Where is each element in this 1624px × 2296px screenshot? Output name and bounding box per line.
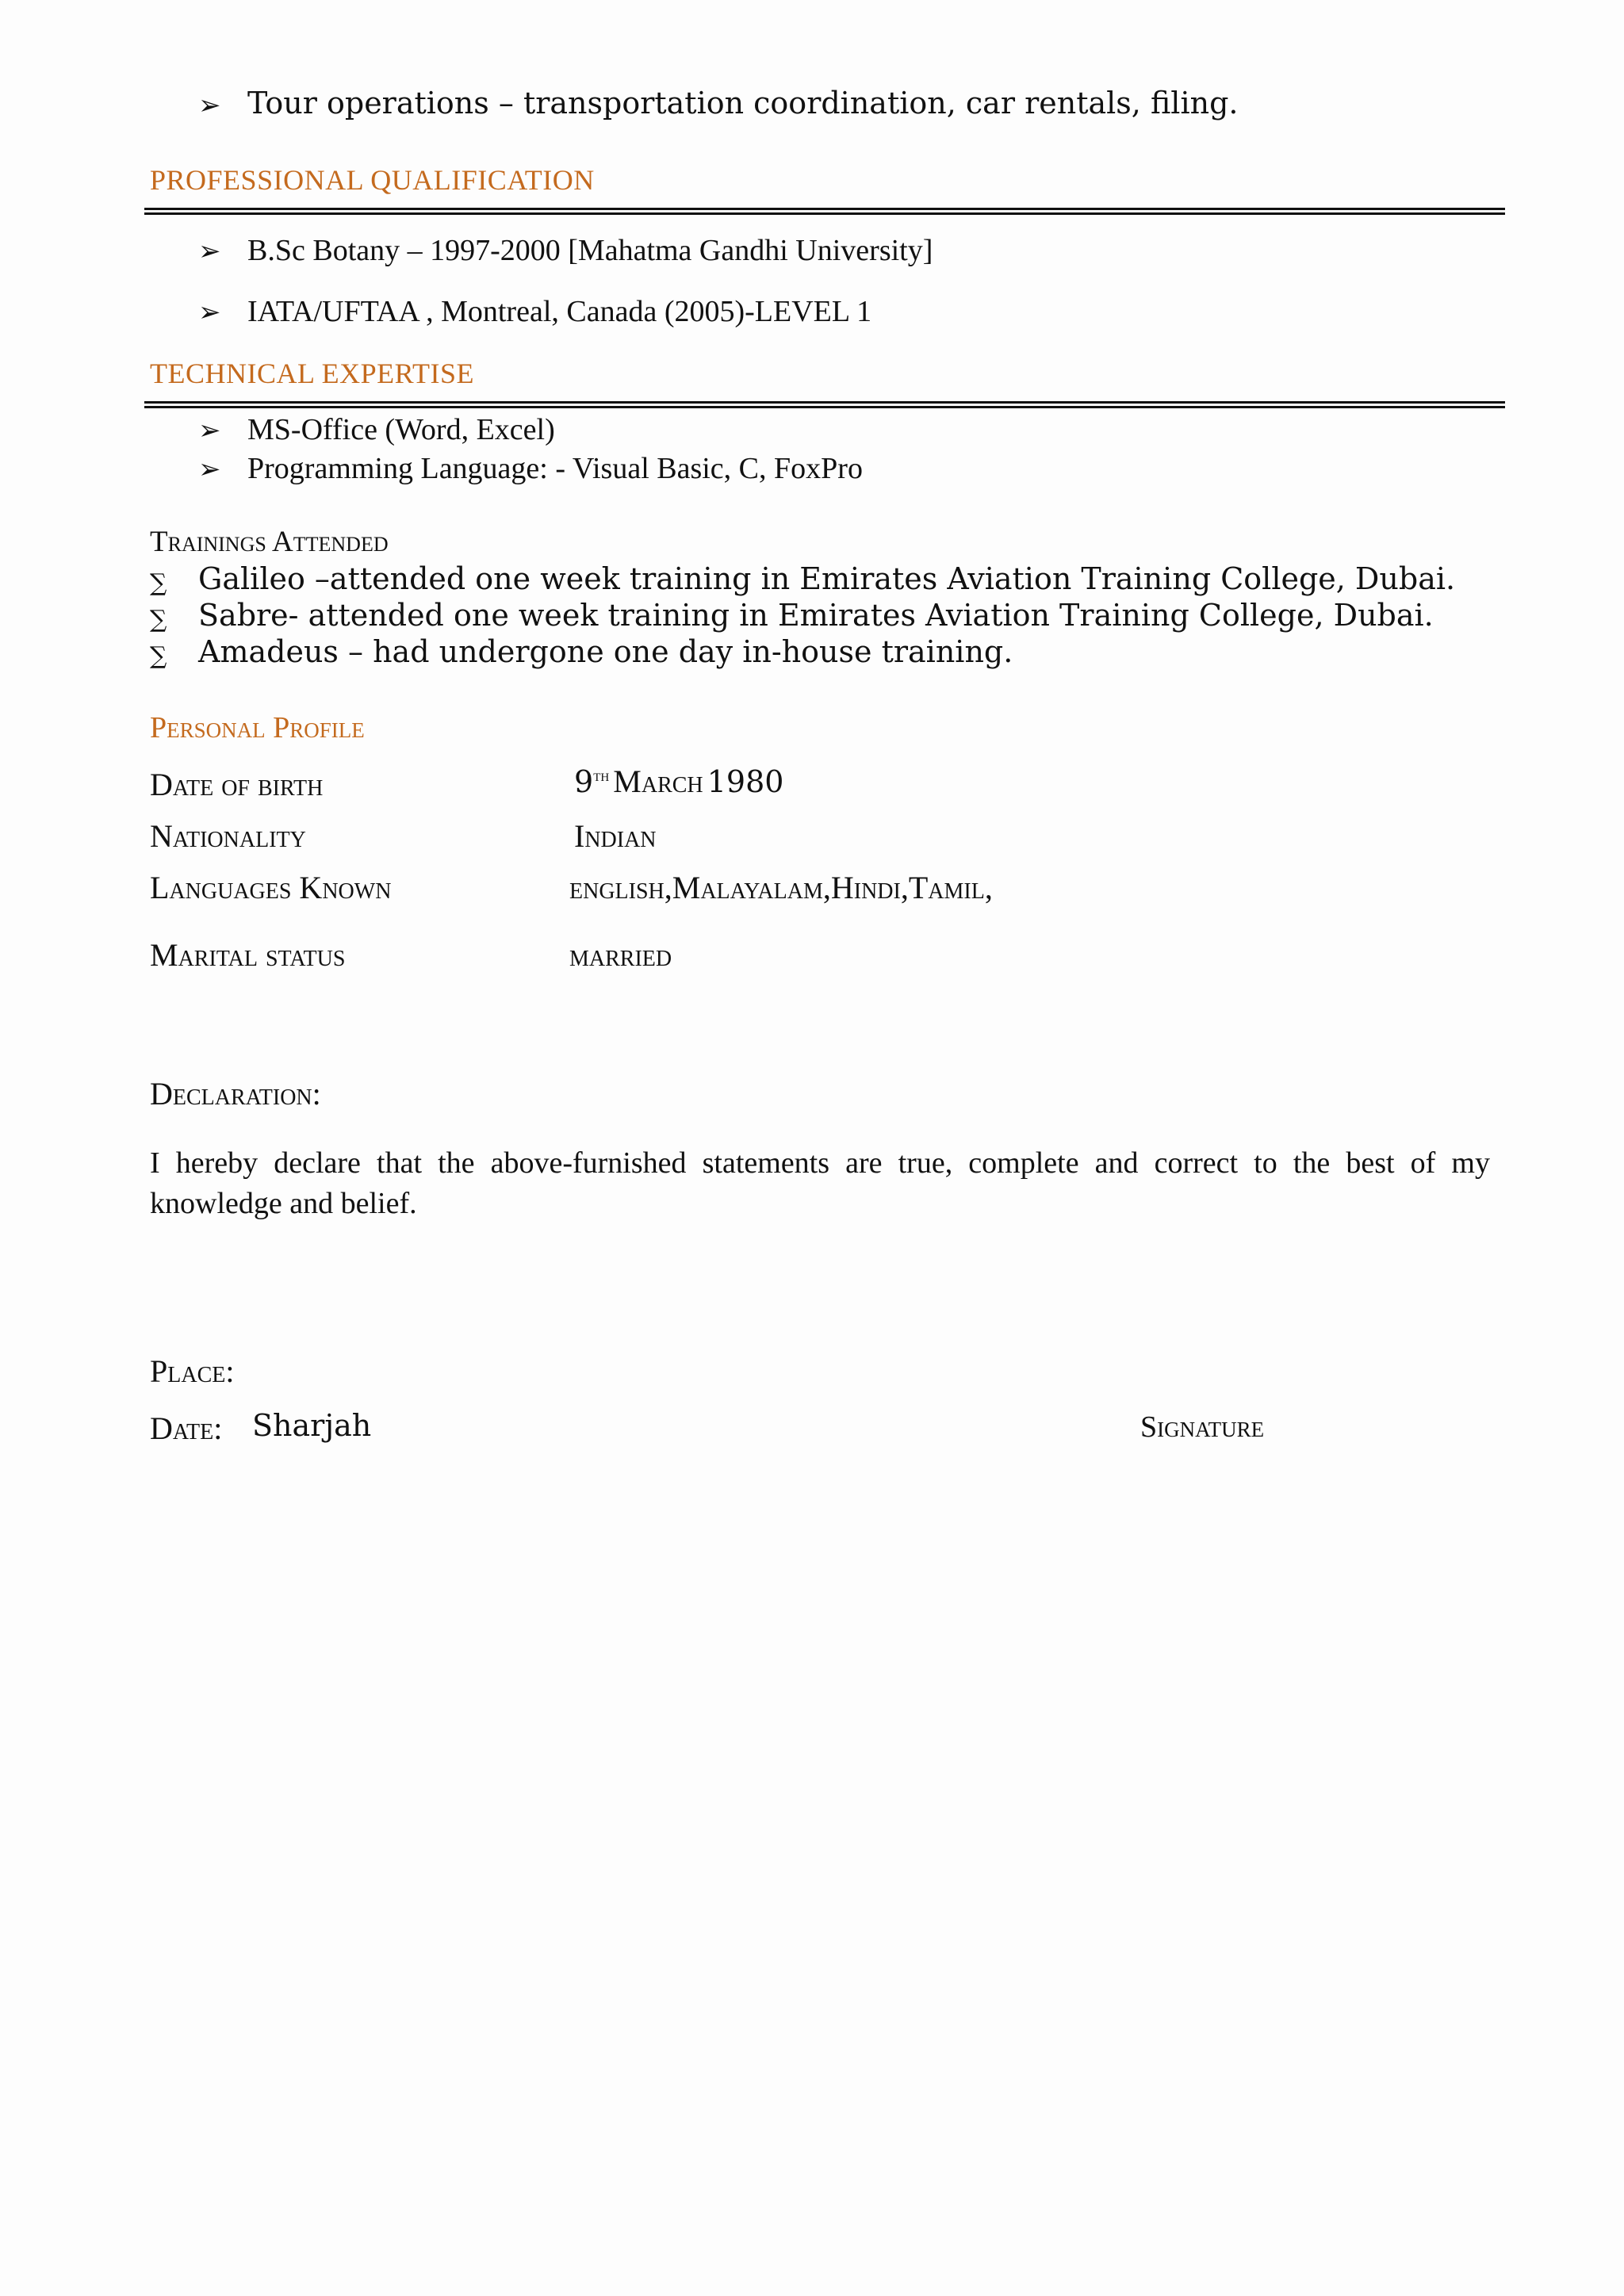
arrow-bullet-icon: ➢: [198, 297, 221, 328]
arrow-bullet-icon: ➢: [198, 235, 221, 267]
training-item: Galileo –attended one week training in Emirates Aviation Training College, Dubai.: [198, 561, 1456, 596]
place-label: Place:: [150, 1353, 235, 1389]
nationality-label: Nationality: [150, 818, 306, 854]
arrow-bullet-icon: ➢: [198, 453, 221, 485]
arrow-bullet-icon: ➢: [198, 415, 221, 446]
trainings-heading: Trainings Attended: [150, 526, 389, 558]
dob-month: March: [613, 763, 703, 799]
languages-value: english,Malayalam,Hindi,Tamil,: [569, 870, 993, 905]
sigma-bullet-icon: ∑: [150, 569, 167, 597]
technical-item: Programming Language: - Visual Basic, C, FoxPro: [247, 452, 863, 485]
declaration-text: I hereby declare that the above-furnished statements are true, complete and correct to the best of my knowledge and belief.: [150, 1146, 1490, 1220]
qualification-item: IATA/UFTAA , Montreal, Canada (2005)-LEVEL 1: [247, 295, 872, 328]
dob-day: 9: [574, 764, 594, 799]
languages-label: Languages Known: [150, 870, 392, 905]
dob-suffix: th: [593, 765, 610, 785]
marital-label: Marital status: [150, 937, 346, 973]
tour-operations-item: Tour operations – transportation coordination, car rentals, filing.: [247, 86, 1239, 121]
qualification-heading: PROFESSIONAL QUALIFICATION: [150, 164, 595, 196]
dob-label: Date of birth: [150, 767, 324, 802]
declaration-heading: Declaration:: [150, 1076, 321, 1112]
date-label: Date:: [150, 1410, 223, 1446]
technical-item: MS-Office (Word, Excel): [247, 413, 555, 446]
nationality-value: Indian: [574, 818, 657, 854]
signature-label: Signature: [1140, 1410, 1265, 1444]
dob-year: 1980: [707, 764, 784, 799]
arrow-bullet-icon: ➢: [198, 90, 221, 121]
qualification-item: B.Sc Botany – 1997-2000 [Mahatma Gandhi University]: [247, 234, 933, 267]
place-value: Sharjah: [252, 1408, 372, 1443]
training-item: Sabre- attended one week training in Emirates Aviation Training College, Dubai.: [198, 598, 1434, 633]
qualification-divider: [144, 208, 1505, 215]
technical-heading: TECHNICAL EXPERTISE: [150, 358, 474, 389]
training-item: Amadeus – had undergone one day in-house training.: [198, 634, 1013, 669]
dob-value: [574, 763, 783, 800]
marital-value: married: [569, 937, 672, 973]
sigma-bullet-icon: ∑: [150, 642, 167, 670]
profile-heading: Personal Profile: [150, 711, 365, 744]
sigma-bullet-icon: ∑: [150, 606, 167, 633]
technical-divider: [144, 401, 1505, 408]
